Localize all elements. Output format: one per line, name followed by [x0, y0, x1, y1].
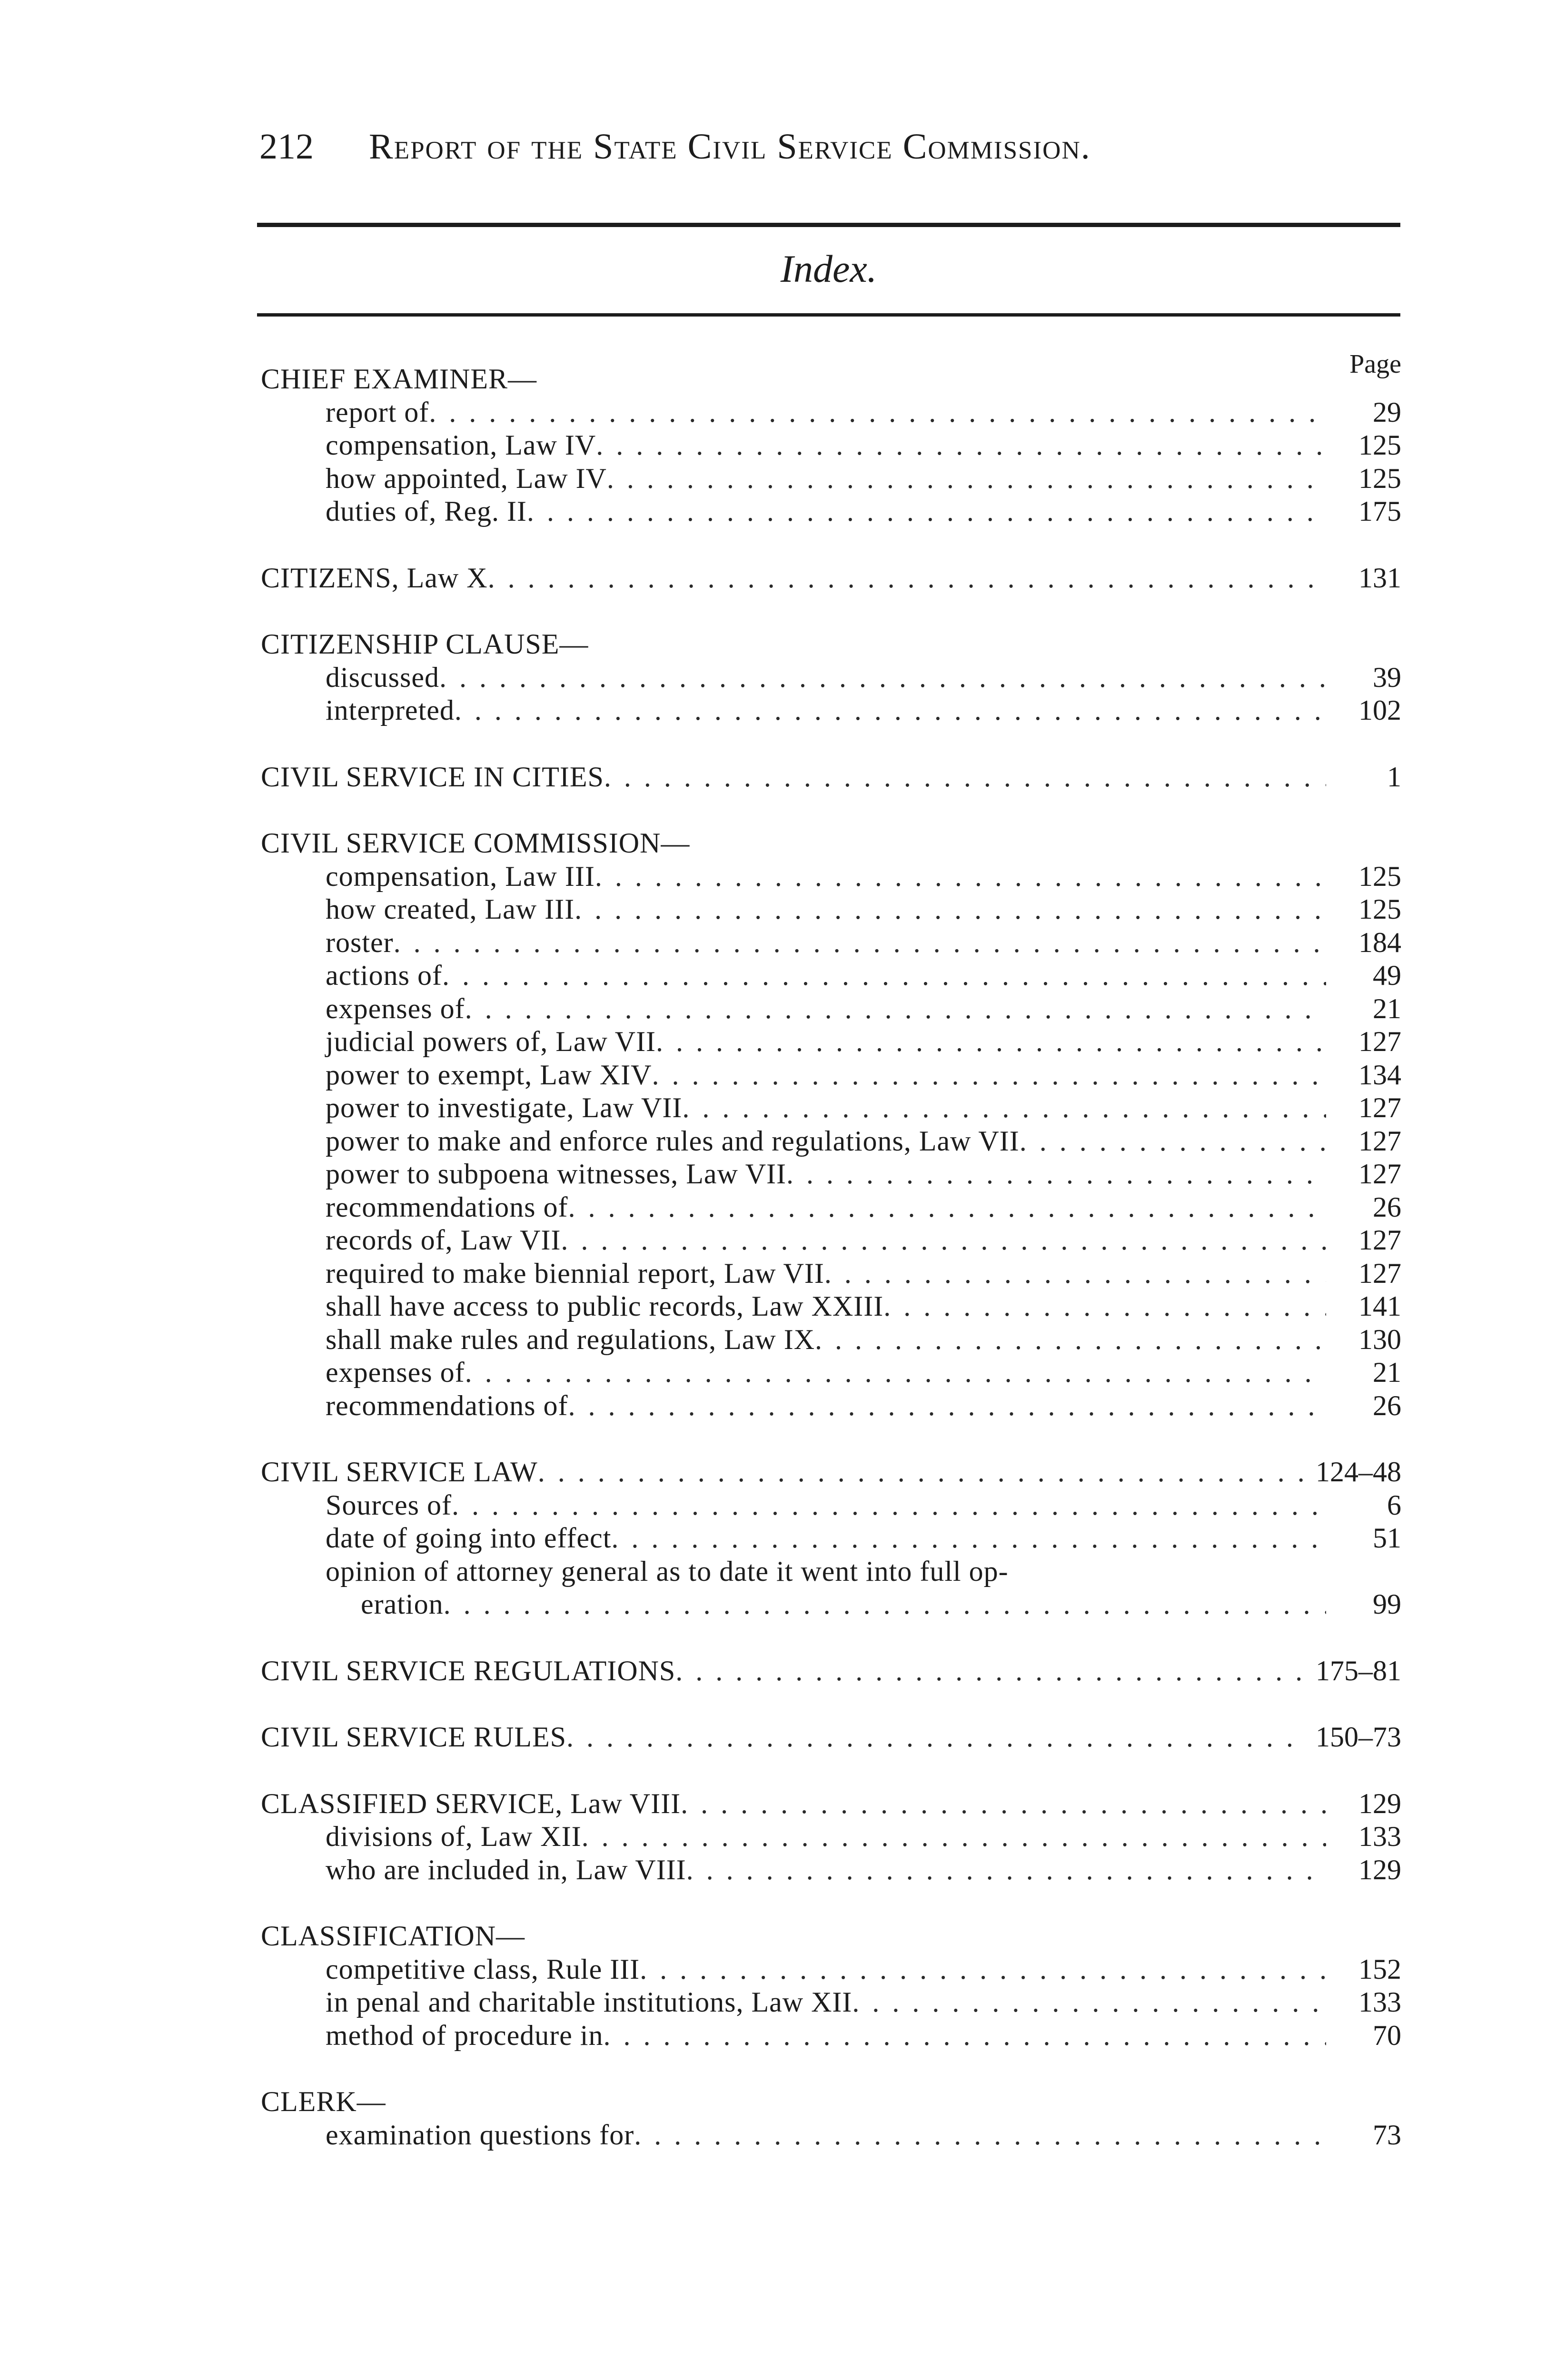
entry-label: CLERK— — [261, 2086, 386, 2117]
index-subentry — [261, 1588, 1401, 1621]
entry-page: 73 — [1373, 2119, 1401, 2151]
dot-leader — [815, 1323, 1326, 1357]
index-subentry — [261, 1555, 1401, 1588]
index-heading — [261, 2085, 1401, 2119]
dot-leader — [824, 1257, 1326, 1290]
entry-label: required to make biennial report, Law VII — [326, 1257, 824, 1289]
entry-page: 49 — [1373, 960, 1401, 991]
dot-leader — [561, 1224, 1326, 1257]
entry-page: 26 — [1373, 1191, 1401, 1223]
entry-label: compensation, Law III — [326, 860, 595, 892]
index-subentry — [261, 1323, 1401, 1357]
entry-label: discussed — [326, 661, 439, 693]
entry-page: 127 — [1358, 1125, 1401, 1157]
entry-page: 29 — [1373, 396, 1401, 428]
entry-label: CIVIL SERVICE COMMISSION— — [261, 827, 690, 859]
entry-page: 130 — [1358, 1323, 1401, 1355]
index-subentry — [261, 1290, 1401, 1323]
entry-page: 125 — [1358, 429, 1401, 461]
entry-label: CIVIL SERVICE RULES — [261, 1721, 566, 1753]
index-heading — [261, 1721, 1401, 1754]
index-heading — [261, 761, 1401, 794]
index-subentry — [261, 1158, 1401, 1191]
entry-label: power to make and enforce rules and regulations, Law VII — [326, 1125, 1020, 1157]
entry-page: 102 — [1358, 694, 1401, 726]
index-subentry — [261, 1522, 1401, 1555]
entry-page: 99 — [1373, 1588, 1401, 1620]
index-subentry — [261, 2019, 1401, 2053]
entry-page: 70 — [1373, 2019, 1401, 2051]
bottom-rule — [257, 313, 1400, 317]
entry-page: 134 — [1358, 1059, 1401, 1091]
entry-page: 133 — [1358, 1986, 1401, 2018]
entry-label: recommendations of — [326, 1389, 568, 1421]
entry-page: 127 — [1358, 1158, 1401, 1190]
index-group — [261, 1920, 1401, 2052]
entry-label: expenses of — [326, 992, 465, 1024]
index-group — [261, 363, 1401, 528]
dot-leader — [439, 661, 1326, 694]
index-group — [261, 1456, 1401, 1621]
index-subentry — [261, 893, 1401, 926]
entry-label: divisions of, Law XII — [326, 1821, 582, 1852]
index-group — [261, 827, 1401, 1422]
index-subentry — [261, 495, 1401, 528]
index-heading — [261, 1456, 1401, 1489]
entry-label: CIVIL SERVICE LAW — [261, 1456, 538, 1488]
entry-page: 39 — [1373, 661, 1401, 693]
index-subentry — [261, 1356, 1401, 1389]
dot-leader — [465, 992, 1326, 1026]
index-subentry — [261, 1025, 1401, 1059]
dot-leader — [611, 1522, 1326, 1555]
entry-label: examination questions for — [326, 2119, 634, 2151]
entry-label: CLASSIFIED SERVICE, Law VIII — [261, 1787, 681, 1819]
entry-label: eration — [361, 1588, 444, 1620]
dot-leader — [607, 462, 1326, 496]
entry-page: 152 — [1358, 1953, 1401, 1985]
entry-label: records of, Law VII — [326, 1224, 561, 1256]
entry-page: 175 — [1358, 496, 1401, 527]
index-heading — [261, 1920, 1401, 1953]
entry-page: 129 — [1358, 1854, 1401, 1885]
index-subentry — [261, 1059, 1401, 1092]
index-heading — [261, 562, 1401, 595]
entry-label: power to subpoena witnesses, Law VII — [326, 1158, 787, 1190]
entry-page: 21 — [1373, 992, 1401, 1024]
dot-leader — [640, 1953, 1326, 1986]
entry-label: compensation, Law IV — [326, 429, 596, 461]
index-subentry — [261, 1953, 1401, 1986]
entry-page: 21 — [1373, 1357, 1401, 1388]
entry-page: 129 — [1358, 1787, 1401, 1819]
index-subentry — [261, 959, 1401, 992]
entry-label: CIVIL SERVICE IN CITIES — [261, 761, 604, 793]
entry-label: power to exempt, Law XIV — [326, 1059, 652, 1091]
entry-label: roster — [326, 926, 394, 958]
dot-leader — [1020, 1125, 1326, 1158]
entry-label: CIVIL SERVICE REGULATIONS — [261, 1655, 676, 1686]
index-group — [261, 1787, 1401, 1887]
index-heading — [261, 1787, 1401, 1821]
page-column-label: Page — [1349, 349, 1401, 379]
index-subentry — [261, 462, 1401, 496]
dot-leader — [465, 1356, 1326, 1389]
entry-label: duties of, Reg. II — [326, 496, 527, 527]
index-subentry — [261, 926, 1401, 960]
entry-label: judicial powers of, Law VII — [326, 1026, 656, 1057]
entry-page: 125 — [1358, 893, 1401, 925]
dot-leader — [538, 1456, 1307, 1489]
dot-leader — [652, 1059, 1326, 1092]
dot-leader — [575, 893, 1326, 926]
dot-leader — [656, 1025, 1326, 1059]
entry-label: CITIZENSHIP CLAUSE— — [261, 628, 589, 660]
running-head — [259, 123, 1402, 170]
dot-leader — [883, 1290, 1326, 1323]
index-subentry — [261, 661, 1401, 694]
index-subentry — [261, 1489, 1401, 1522]
entry-page: 26 — [1373, 1389, 1401, 1421]
dot-leader — [527, 495, 1326, 528]
dot-leader — [442, 959, 1326, 992]
entry-label: shall have access to public records, Law XXIII — [326, 1290, 884, 1322]
dot-leader — [568, 1191, 1326, 1224]
entry-page: 175–81 — [1316, 1655, 1401, 1686]
dot-leader — [429, 396, 1326, 429]
entry-label: Sources of — [326, 1489, 452, 1521]
entry-page: 125 — [1358, 860, 1401, 892]
entry-label: shall make rules and regulations, Law IX — [326, 1323, 815, 1355]
entry-label: CHIEF EXAMINER— — [261, 363, 537, 395]
page-number: 212 — [259, 127, 314, 167]
entry-page: 150–73 — [1316, 1721, 1401, 1753]
entry-page: 127 — [1358, 1026, 1401, 1057]
entry-page: 131 — [1358, 562, 1401, 594]
section-title: Index. — [780, 247, 877, 290]
entry-label: interpreted — [326, 694, 455, 726]
dot-leader — [675, 1655, 1307, 1688]
entry-page: 51 — [1373, 1522, 1401, 1554]
top-rule — [257, 223, 1400, 227]
dot-leader — [681, 1787, 1326, 1821]
index-group — [261, 761, 1401, 794]
index-group — [261, 562, 1401, 595]
entry-page: 6 — [1387, 1489, 1401, 1521]
entry-label: opinion of attorney general as to date it went into full op- — [326, 1555, 1009, 1587]
dot-leader — [634, 2119, 1326, 2152]
dot-leader — [603, 2019, 1326, 2053]
entry-label: report of — [326, 396, 429, 428]
index-subentry — [261, 1854, 1401, 1887]
dot-leader — [444, 1588, 1326, 1621]
index-subentry — [261, 1389, 1401, 1423]
index-subentry — [261, 429, 1401, 462]
index-entries — [261, 363, 1401, 2185]
dot-leader — [596, 429, 1326, 462]
index-subentry — [261, 1257, 1401, 1290]
entry-label: in penal and charitable institutions, Law XII — [326, 1986, 852, 2018]
dot-leader — [852, 1986, 1326, 2019]
dot-leader — [786, 1158, 1326, 1191]
entry-page: 125 — [1358, 462, 1401, 494]
dot-leader — [595, 860, 1326, 893]
index-group — [261, 2085, 1401, 2152]
index-subentry — [261, 1091, 1401, 1125]
index-group — [261, 628, 1401, 727]
index-heading — [261, 628, 1401, 661]
entry-page: 127 — [1358, 1257, 1401, 1289]
index-group — [261, 1655, 1401, 1688]
entry-label: actions of — [326, 960, 442, 991]
entry-page: 124–48 — [1316, 1456, 1401, 1488]
entry-label: who are included in, Law VIII — [326, 1854, 686, 1885]
entry-label: competitive class, Rule III — [326, 1953, 640, 1985]
dot-leader — [488, 562, 1326, 595]
entry-page: 141 — [1358, 1290, 1401, 1322]
dot-leader — [582, 1820, 1326, 1854]
index-subentry — [261, 992, 1401, 1026]
entry-page: 1 — [1387, 761, 1401, 793]
index-subentry — [261, 1820, 1401, 1854]
entry-page: 127 — [1358, 1224, 1401, 1256]
index-heading — [261, 1655, 1401, 1688]
dot-leader — [455, 694, 1326, 727]
entry-label: how created, Law III — [326, 893, 575, 925]
dot-leader — [452, 1489, 1326, 1522]
entry-label: power to investigate, Law VII — [326, 1092, 683, 1123]
entry-label: method of procedure in — [326, 2019, 604, 2051]
entry-label: recommendations of — [326, 1191, 568, 1223]
index-group — [261, 1721, 1401, 1754]
entry-label: expenses of — [326, 1357, 465, 1388]
dot-leader — [568, 1389, 1326, 1423]
index-subentry — [261, 1191, 1401, 1224]
dot-leader — [604, 761, 1326, 794]
dot-leader — [566, 1721, 1307, 1754]
index-subentry — [261, 1986, 1401, 2019]
dot-leader — [394, 926, 1326, 960]
running-title: Report of the State Civil Service Commission. — [369, 127, 1091, 167]
index-heading — [261, 827, 1401, 860]
index-subentry — [261, 396, 1401, 429]
index-subentry — [261, 1125, 1401, 1158]
entry-label: date of going into effect — [326, 1522, 612, 1554]
index-subentry — [261, 860, 1401, 893]
index-heading — [261, 363, 1401, 396]
entry-page: 127 — [1358, 1092, 1401, 1123]
entry-label: CLASSIFICATION— — [261, 1920, 525, 1952]
index-subentry — [261, 694, 1401, 727]
index-subentry — [261, 2119, 1401, 2152]
dot-leader — [686, 1854, 1326, 1887]
entry-page: 133 — [1358, 1821, 1401, 1852]
entry-page: 184 — [1358, 926, 1401, 958]
entry-label: how appointed, Law IV — [326, 462, 607, 494]
dot-leader — [682, 1091, 1326, 1125]
entry-label: CITIZENS, Law X — [261, 562, 488, 594]
index-subentry — [261, 1224, 1401, 1257]
